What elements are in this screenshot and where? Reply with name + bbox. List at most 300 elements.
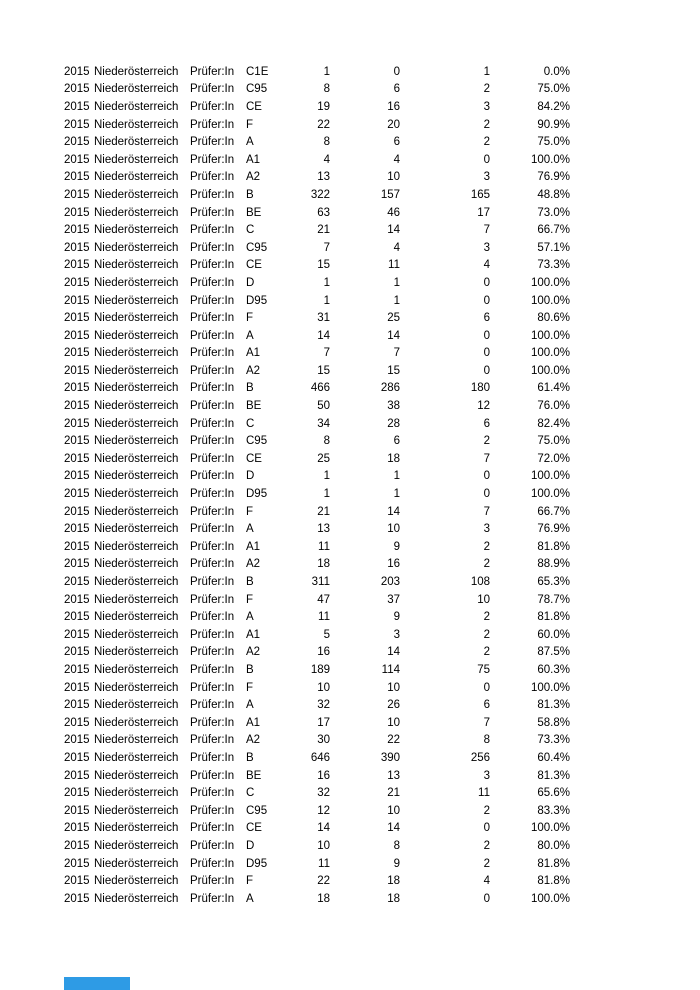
cell-total: 8 — [323, 83, 330, 96]
cell-total: 22 — [317, 875, 330, 888]
table-row — [64, 397, 570, 415]
cell-pass_rate: 57.1% — [537, 241, 570, 254]
cell-license_class: A1 — [246, 716, 261, 729]
cell-year: 2015 — [64, 118, 90, 131]
cell-examiner: Prüfer:In — [190, 452, 235, 465]
cell-license_class: BE — [246, 206, 262, 219]
cell-year: 2015 — [64, 347, 90, 360]
cell-passed: 8 — [393, 839, 400, 852]
table-row — [64, 257, 570, 275]
cell-region: Niederösterreich — [94, 699, 179, 712]
cell-examiner: Prüfer:In — [190, 294, 235, 307]
table-row — [64, 696, 570, 714]
cell-year: 2015 — [64, 751, 90, 764]
cell-passed: 10 — [387, 804, 400, 817]
cell-pass_rate: 76.9% — [537, 171, 570, 184]
cell-region: Niederösterreich — [94, 206, 179, 219]
table-row — [64, 503, 570, 521]
cell-pass_rate: 48.8% — [537, 188, 570, 201]
cell-year: 2015 — [64, 294, 90, 307]
cell-license_class: D — [246, 839, 255, 852]
cell-passed: 10 — [387, 681, 400, 694]
table-row — [64, 749, 570, 767]
cell-pass_rate: 60.3% — [537, 663, 570, 676]
cell-pass_rate: 66.7% — [537, 224, 570, 237]
cell-total: 15 — [317, 259, 330, 272]
cell-pass_rate: 81.8% — [537, 540, 570, 553]
cell-year: 2015 — [64, 100, 90, 113]
cell-license_class: B — [246, 188, 254, 201]
cell-pass_rate: 81.8% — [537, 611, 570, 624]
cell-failed: 2 — [483, 611, 490, 624]
cell-failed: 2 — [483, 558, 490, 571]
cell-license_class: CE — [246, 822, 262, 835]
cell-passed: 37 — [387, 593, 400, 606]
cell-failed: 165 — [470, 188, 490, 201]
cell-examiner: Prüfer:In — [190, 136, 235, 149]
cell-failed: 10 — [477, 593, 490, 606]
cell-pass_rate: 58.8% — [537, 716, 570, 729]
table-row — [64, 151, 570, 169]
cell-year: 2015 — [64, 611, 90, 624]
cell-total: 11 — [318, 857, 330, 870]
cell-total: 17 — [317, 716, 330, 729]
cell-total: 25 — [317, 452, 330, 465]
cell-year: 2015 — [64, 171, 90, 184]
cell-examiner: Prüfer:In — [190, 259, 235, 272]
cell-pass_rate: 83.3% — [537, 804, 570, 817]
cell-pass_rate: 81.3% — [537, 769, 570, 782]
cell-region: Niederösterreich — [94, 470, 179, 483]
cell-pass_rate: 100.0% — [530, 892, 570, 905]
cell-failed: 0 — [483, 276, 490, 289]
cell-passed: 20 — [387, 118, 400, 131]
table-row — [64, 644, 570, 662]
cell-total: 30 — [317, 734, 330, 747]
table-row — [64, 573, 570, 591]
cell-year: 2015 — [64, 576, 90, 589]
cell-passed: 1 — [393, 294, 400, 307]
table-row — [64, 556, 570, 574]
cell-year: 2015 — [64, 329, 90, 342]
cell-year: 2015 — [64, 259, 90, 272]
cell-passed: 46 — [387, 206, 400, 219]
cell-pass_rate: 100.0% — [530, 329, 570, 342]
cell-pass_rate: 78.7% — [537, 593, 570, 606]
cell-pass_rate: 73.3% — [537, 734, 570, 747]
cell-examiner: Prüfer:In — [190, 769, 235, 782]
cell-passed: 22 — [387, 734, 400, 747]
cell-region: Niederösterreich — [94, 83, 179, 96]
cell-total: 21 — [317, 224, 330, 237]
cell-failed: 0 — [483, 470, 490, 483]
cell-examiner: Prüfer:In — [190, 505, 235, 518]
cell-license_class: D95 — [246, 488, 268, 501]
cell-license_class: C — [246, 224, 255, 237]
cell-pass_rate: 90.9% — [537, 118, 570, 131]
table-row — [64, 169, 570, 187]
cell-passed: 28 — [387, 417, 400, 430]
cell-license_class: B — [246, 751, 254, 764]
cell-region: Niederösterreich — [94, 100, 179, 113]
table-row — [64, 415, 570, 433]
cell-total: 13 — [317, 171, 330, 184]
cell-passed: 7 — [393, 347, 400, 360]
cell-region: Niederösterreich — [94, 400, 179, 413]
table-row — [64, 661, 570, 679]
cell-failed: 3 — [483, 171, 490, 184]
cell-failed: 0 — [483, 153, 490, 166]
table-row — [64, 820, 570, 838]
cell-region: Niederösterreich — [94, 118, 179, 131]
cell-total: 311 — [311, 576, 330, 589]
cell-examiner: Prüfer:In — [190, 611, 235, 624]
table-row — [64, 890, 570, 908]
cell-total: 10 — [317, 681, 330, 694]
cell-failed: 12 — [477, 400, 490, 413]
cell-total: 1 — [323, 488, 330, 501]
cell-region: Niederösterreich — [94, 505, 179, 518]
cell-year: 2015 — [64, 188, 90, 201]
cell-pass_rate: 75.0% — [537, 435, 570, 448]
cell-examiner: Prüfer:In — [190, 171, 235, 184]
table-row — [64, 274, 570, 292]
cell-pass_rate: 100.0% — [530, 470, 570, 483]
cell-failed: 180 — [470, 382, 490, 395]
cell-failed: 2 — [483, 83, 490, 96]
cell-examiner: Prüfer:In — [190, 628, 235, 641]
cell-examiner: Prüfer:In — [190, 804, 235, 817]
cell-total: 22 — [317, 118, 330, 131]
cell-total: 18 — [317, 892, 330, 905]
cell-passed: 157 — [380, 188, 400, 201]
cell-total: 18 — [317, 558, 330, 571]
cell-failed: 3 — [483, 100, 490, 113]
cell-year: 2015 — [64, 523, 90, 536]
table-row — [64, 327, 570, 345]
table-row — [64, 81, 570, 99]
cell-examiner: Prüfer:In — [190, 153, 235, 166]
cell-pass_rate: 82.4% — [537, 417, 570, 430]
cell-license_class: A — [246, 523, 254, 536]
cell-region: Niederösterreich — [94, 611, 179, 624]
cell-region: Niederösterreich — [94, 276, 179, 289]
cell-total: 5 — [323, 628, 330, 641]
table-row — [64, 837, 570, 855]
cell-region: Niederösterreich — [94, 224, 179, 237]
cell-year: 2015 — [64, 488, 90, 501]
cell-passed: 14 — [387, 822, 400, 835]
cell-year: 2015 — [64, 681, 90, 694]
cell-pass_rate: 76.0% — [537, 400, 570, 413]
cell-region: Niederösterreich — [94, 681, 179, 694]
cell-passed: 6 — [393, 435, 400, 448]
cell-pass_rate: 100.0% — [530, 822, 570, 835]
cell-failed: 0 — [483, 822, 490, 835]
cell-failed: 2 — [483, 857, 490, 870]
cell-examiner: Prüfer:In — [190, 83, 235, 96]
cell-failed: 0 — [483, 294, 490, 307]
cell-license_class: C95 — [246, 804, 268, 817]
cell-pass_rate: 80.6% — [537, 312, 570, 325]
cell-license_class: C95 — [246, 241, 268, 254]
cell-year: 2015 — [64, 312, 90, 325]
cell-year: 2015 — [64, 699, 90, 712]
cell-license_class: A2 — [246, 734, 261, 747]
cell-license_class: CE — [246, 259, 262, 272]
table-row — [64, 380, 570, 398]
cell-region: Niederösterreich — [94, 892, 179, 905]
cell-total: 1 — [323, 294, 330, 307]
cell-year: 2015 — [64, 892, 90, 905]
cell-region: Niederösterreich — [94, 171, 179, 184]
cell-failed: 3 — [483, 241, 490, 254]
cell-examiner: Prüfer:In — [190, 347, 235, 360]
cell-examiner: Prüfer:In — [190, 118, 235, 131]
cell-examiner: Prüfer:In — [190, 751, 235, 764]
table-row — [64, 309, 570, 327]
cell-total: 12 — [317, 804, 330, 817]
cell-license_class: F — [246, 593, 254, 606]
cell-failed: 0 — [483, 681, 490, 694]
cell-year: 2015 — [64, 241, 90, 254]
cell-license_class: BE — [246, 769, 262, 782]
cell-total: 50 — [317, 400, 330, 413]
cell-year: 2015 — [64, 769, 90, 782]
cell-total: 7 — [323, 241, 330, 254]
cell-year: 2015 — [64, 417, 90, 430]
table-row — [64, 591, 570, 609]
cell-examiner: Prüfer:In — [190, 364, 235, 377]
cell-examiner: Prüfer:In — [190, 839, 235, 852]
cell-license_class: A2 — [246, 171, 261, 184]
cell-license_class: F — [246, 505, 254, 518]
cell-total: 14 — [317, 822, 330, 835]
cell-examiner: Prüfer:In — [190, 100, 235, 113]
cell-total: 4 — [323, 153, 330, 166]
cell-total: 11 — [318, 611, 330, 624]
cell-year: 2015 — [64, 875, 90, 888]
table-row — [64, 608, 570, 626]
cell-year: 2015 — [64, 646, 90, 659]
cell-license_class: B — [246, 382, 254, 395]
cell-pass_rate: 81.8% — [537, 857, 570, 870]
cell-pass_rate: 76.9% — [537, 523, 570, 536]
cell-region: Niederösterreich — [94, 822, 179, 835]
cell-year: 2015 — [64, 153, 90, 166]
cell-year: 2015 — [64, 822, 90, 835]
cell-passed: 14 — [387, 646, 400, 659]
cell-total: 13 — [317, 523, 330, 536]
cell-region: Niederösterreich — [94, 188, 179, 201]
cell-passed: 9 — [393, 611, 400, 624]
cell-region: Niederösterreich — [94, 241, 179, 254]
cell-license_class: A2 — [246, 364, 261, 377]
cell-total: 34 — [317, 417, 330, 430]
cell-region: Niederösterreich — [94, 769, 179, 782]
cell-license_class: A — [246, 611, 254, 624]
cell-examiner: Prüfer:In — [190, 329, 235, 342]
cell-passed: 11 — [388, 259, 400, 272]
table-row — [64, 855, 570, 873]
cell-failed: 17 — [477, 206, 490, 219]
cell-license_class: A — [246, 329, 254, 342]
table-row — [64, 802, 570, 820]
cell-failed: 1 — [483, 65, 490, 78]
cell-pass_rate: 75.0% — [537, 83, 570, 96]
cell-examiner: Prüfer:In — [190, 787, 235, 800]
cell-region: Niederösterreich — [94, 523, 179, 536]
cell-region: Niederösterreich — [94, 804, 179, 817]
cell-license_class: A1 — [246, 347, 261, 360]
cell-license_class: D — [246, 470, 255, 483]
cell-year: 2015 — [64, 628, 90, 641]
cell-total: 15 — [317, 364, 330, 377]
cell-year: 2015 — [64, 716, 90, 729]
cell-total: 32 — [317, 699, 330, 712]
table-row — [64, 538, 570, 556]
cell-region: Niederösterreich — [94, 875, 179, 888]
cell-total: 47 — [317, 593, 330, 606]
table-row — [64, 784, 570, 802]
cell-passed: 15 — [387, 364, 400, 377]
table-row — [64, 345, 570, 363]
cell-year: 2015 — [64, 857, 90, 870]
cell-examiner: Prüfer:In — [190, 558, 235, 571]
table-row — [64, 63, 570, 81]
cell-examiner: Prüfer:In — [190, 681, 235, 694]
cell-passed: 10 — [387, 171, 400, 184]
cell-examiner: Prüfer:In — [190, 470, 235, 483]
cell-pass_rate: 100.0% — [530, 681, 570, 694]
cell-year: 2015 — [64, 452, 90, 465]
cell-examiner: Prüfer:In — [190, 417, 235, 430]
cell-total: 10 — [317, 839, 330, 852]
cell-passed: 25 — [387, 312, 400, 325]
cell-total: 31 — [317, 312, 330, 325]
cell-examiner: Prüfer:In — [190, 400, 235, 413]
cell-year: 2015 — [64, 224, 90, 237]
cell-region: Niederösterreich — [94, 593, 179, 606]
table-row — [64, 485, 570, 503]
cell-license_class: C1E — [246, 65, 269, 78]
cell-failed: 2 — [483, 540, 490, 553]
cell-pass_rate: 72.0% — [537, 452, 570, 465]
cell-passed: 0 — [393, 65, 400, 78]
cell-year: 2015 — [64, 136, 90, 149]
cell-pass_rate: 100.0% — [530, 153, 570, 166]
cell-year: 2015 — [64, 382, 90, 395]
cell-license_class: A — [246, 699, 254, 712]
cell-examiner: Prüfer:In — [190, 857, 235, 870]
cell-total: 21 — [317, 505, 330, 518]
cell-examiner: Prüfer:In — [190, 540, 235, 553]
cell-region: Niederösterreich — [94, 576, 179, 589]
cell-year: 2015 — [64, 734, 90, 747]
cell-failed: 0 — [483, 892, 490, 905]
cell-pass_rate: 100.0% — [530, 364, 570, 377]
cell-pass_rate: 73.0% — [537, 206, 570, 219]
table-row — [64, 98, 570, 116]
cell-failed: 4 — [483, 259, 490, 272]
cell-failed: 7 — [483, 505, 490, 518]
table-row — [64, 732, 570, 750]
cell-passed: 6 — [393, 83, 400, 96]
data-table — [64, 63, 570, 908]
cell-passed: 21 — [387, 787, 400, 800]
cell-license_class: BE — [246, 400, 262, 413]
cell-failed: 3 — [483, 769, 490, 782]
cell-examiner: Prüfer:In — [190, 523, 235, 536]
cell-license_class: A1 — [246, 153, 261, 166]
cell-total: 189 — [310, 663, 330, 676]
table-row — [64, 468, 570, 486]
cell-passed: 14 — [387, 224, 400, 237]
cell-passed: 18 — [387, 875, 400, 888]
cell-year: 2015 — [64, 435, 90, 448]
table-row — [64, 239, 570, 257]
cell-region: Niederösterreich — [94, 452, 179, 465]
cell-failed: 6 — [483, 312, 490, 325]
cell-region: Niederösterreich — [94, 259, 179, 272]
cell-examiner: Prüfer:In — [190, 892, 235, 905]
table-row — [64, 714, 570, 732]
blue-bar-fragment — [64, 977, 130, 990]
cell-year: 2015 — [64, 364, 90, 377]
cell-region: Niederösterreich — [94, 751, 179, 764]
cell-region: Niederösterreich — [94, 857, 179, 870]
cell-license_class: A2 — [246, 646, 261, 659]
cell-pass_rate: 81.3% — [537, 699, 570, 712]
cell-year: 2015 — [64, 505, 90, 518]
cell-examiner: Prüfer:In — [190, 699, 235, 712]
cell-year: 2015 — [64, 593, 90, 606]
cell-examiner: Prüfer:In — [190, 875, 235, 888]
cell-year: 2015 — [64, 83, 90, 96]
cell-license_class: A — [246, 892, 254, 905]
cell-passed: 114 — [381, 663, 400, 676]
cell-total: 14 — [317, 329, 330, 342]
table-row — [64, 872, 570, 890]
cell-total: 8 — [323, 136, 330, 149]
cell-pass_rate: 0.0% — [543, 65, 570, 78]
cell-examiner: Prüfer:In — [190, 312, 235, 325]
cell-passed: 4 — [393, 153, 400, 166]
cell-license_class: F — [246, 875, 254, 888]
cell-region: Niederösterreich — [94, 136, 179, 149]
cell-total: 8 — [323, 435, 330, 448]
table-row — [64, 292, 570, 310]
cell-total: 646 — [310, 751, 330, 764]
cell-total: 11 — [318, 540, 330, 553]
cell-pass_rate: 84.2% — [537, 100, 570, 113]
cell-passed: 1 — [393, 470, 400, 483]
table-row — [64, 204, 570, 222]
cell-license_class: CE — [246, 100, 262, 113]
cell-failed: 7 — [483, 224, 490, 237]
cell-year: 2015 — [64, 663, 90, 676]
cell-total: 1 — [323, 276, 330, 289]
cell-failed: 4 — [483, 875, 490, 888]
cell-license_class: CE — [246, 452, 262, 465]
cell-region: Niederösterreich — [94, 382, 179, 395]
cell-pass_rate: 65.6% — [537, 787, 570, 800]
cell-total: 16 — [317, 646, 330, 659]
cell-passed: 26 — [387, 699, 400, 712]
table-row — [64, 520, 570, 538]
cell-year: 2015 — [64, 470, 90, 483]
cell-failed: 6 — [483, 699, 490, 712]
